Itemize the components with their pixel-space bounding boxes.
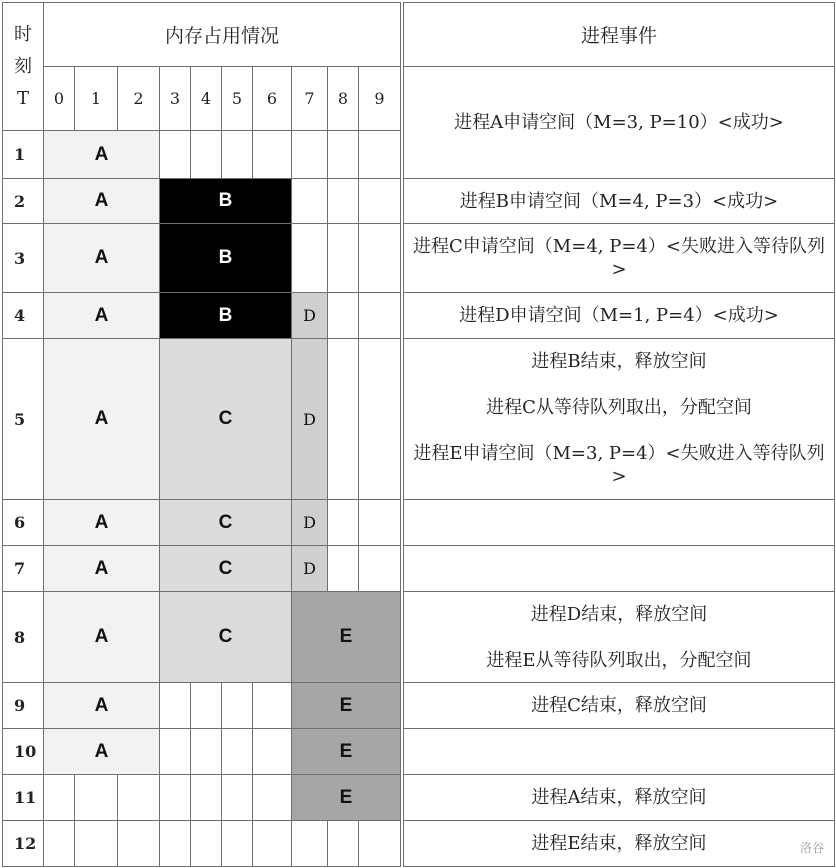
- free-unit-cell: [358, 820, 401, 867]
- time-cell-12: 12: [2, 820, 44, 867]
- free-unit-cell: [252, 728, 292, 775]
- event-text: 进程B申请空间（M=4, P=3）<成功>: [459, 190, 779, 212]
- time-cell-8: 8: [2, 591, 44, 683]
- time-header-char: T: [16, 87, 29, 109]
- free-unit-cell: [327, 820, 359, 867]
- free-unit-cell: [117, 774, 160, 821]
- event-text: 进程D结束，释放空间: [530, 603, 708, 625]
- free-unit-cell: [291, 178, 328, 224]
- free-unit-cell: [190, 820, 222, 867]
- free-unit-cell: [327, 292, 359, 339]
- time-cell-9: 9: [2, 682, 44, 729]
- memory-block-A: A: [43, 292, 160, 339]
- memory-block-A: A: [43, 682, 160, 729]
- unit-header-7: 7: [291, 66, 328, 131]
- event-text: 进程A申请空间（M=3, P=10）<成功>: [454, 112, 784, 133]
- time-cell-1: 1: [2, 130, 44, 179]
- event-cell-t1: [403, 66, 835, 179]
- event-text: 进程B结束，释放空间: [531, 351, 707, 372]
- memory-block-A: A: [43, 178, 160, 224]
- free-unit-cell: [327, 223, 359, 293]
- memory-block-D: D: [291, 499, 328, 546]
- event-text: 进程E从等待队列取出，分配空间: [486, 649, 752, 671]
- free-unit-cell: [190, 682, 222, 729]
- memory-block-C: C: [159, 499, 292, 546]
- event-cell-t12: [403, 820, 835, 867]
- time-header-char: 刻: [14, 55, 32, 77]
- memory-block-A: A: [43, 338, 160, 500]
- free-unit-cell: [327, 130, 359, 179]
- free-unit-cell: [190, 774, 222, 821]
- memory-block-E: E: [291, 728, 401, 775]
- time-cell-5: 5: [2, 338, 44, 500]
- event-cell-t4: [403, 292, 835, 339]
- time-cell-10: 10: [2, 728, 44, 775]
- free-unit-cell: [358, 338, 401, 500]
- event-cell-t2: [403, 178, 835, 224]
- watermark: 洛谷: [799, 841, 824, 855]
- time-cell-2: 2: [2, 178, 44, 224]
- event-cell-t11: [403, 774, 835, 821]
- free-unit-cell: [291, 130, 328, 179]
- unit-header-3: 3: [159, 66, 191, 131]
- unit-header-9: 9: [358, 66, 401, 131]
- unit-header-0: 0: [43, 66, 75, 131]
- free-unit-cell: [358, 545, 401, 592]
- time-cell-4: 4: [2, 292, 44, 339]
- memory-block-E: E: [291, 591, 401, 683]
- memory-block-D: D: [291, 545, 328, 592]
- memory-block-A: A: [43, 130, 160, 179]
- memory-block-A: A: [43, 499, 160, 546]
- memory-block-A: A: [43, 545, 160, 592]
- free-unit-cell: [74, 820, 118, 867]
- free-unit-cell: [327, 178, 359, 224]
- time-cell-3: 3: [2, 223, 44, 293]
- free-unit-cell: [159, 820, 191, 867]
- event-cell-t10: [403, 728, 835, 775]
- free-unit-cell: [358, 499, 401, 546]
- free-unit-cell: [159, 728, 191, 775]
- free-unit-cell: [358, 130, 401, 179]
- free-unit-cell: [327, 545, 359, 592]
- memory-block-C: C: [159, 591, 292, 683]
- free-unit-cell: [159, 682, 191, 729]
- event-cell-t6: [403, 499, 835, 546]
- free-unit-cell: [327, 499, 359, 546]
- memory-block-B: B: [159, 178, 292, 224]
- event-cell-t3: [403, 223, 835, 293]
- event-text: 进程C从等待队列取出，分配空间: [486, 397, 752, 418]
- free-unit-cell: [252, 774, 292, 821]
- event-text: 进程C申请空间（M=4, P=4）<失败进入等待队列>: [413, 236, 825, 280]
- memory-block-C: C: [159, 338, 292, 500]
- process-events-header: 进程事件: [403, 2, 835, 67]
- event-cell-t8: [403, 591, 835, 683]
- event-cell-t9: [403, 682, 835, 729]
- memory-block-D: D: [291, 292, 328, 339]
- free-unit-cell: [190, 728, 222, 775]
- free-unit-cell: [358, 292, 401, 339]
- memory-block-E: E: [291, 774, 401, 821]
- free-unit-cell: [221, 774, 253, 821]
- free-unit-cell: [221, 728, 253, 775]
- event-text: 进程E申请空间（M=3, P=4）<失败进入等待队列>: [413, 443, 825, 487]
- memory-block-C: C: [159, 545, 292, 592]
- event-text: 进程D申请空间（M=1, P=4）<成功>: [459, 305, 779, 326]
- event-text: 进程E结束，释放空间: [531, 833, 707, 854]
- free-unit-cell: [159, 774, 191, 821]
- unit-header-6: 6: [252, 66, 292, 131]
- memory-block-E: E: [291, 682, 401, 729]
- free-unit-cell: [221, 682, 253, 729]
- memory-block-D: D: [291, 338, 328, 500]
- time-cell-6: 6: [2, 499, 44, 546]
- unit-header-4: 4: [190, 66, 222, 131]
- memory-block-A: A: [43, 591, 160, 683]
- event-text: 进程C结束，释放空间: [531, 695, 707, 716]
- free-unit-cell: [327, 338, 359, 500]
- memory-usage-header: 内存占用情况: [43, 2, 401, 67]
- free-unit-cell: [358, 223, 401, 293]
- unit-header-1: 1: [74, 66, 118, 131]
- free-unit-cell: [43, 774, 75, 821]
- free-unit-cell: [190, 130, 222, 179]
- event-cell-t7: [403, 545, 835, 592]
- free-unit-cell: [252, 682, 292, 729]
- memory-block-A: A: [43, 223, 160, 293]
- free-unit-cell: [74, 774, 118, 821]
- memory-block-B: B: [159, 223, 292, 293]
- memory-block-A: A: [43, 728, 160, 775]
- free-unit-cell: [252, 130, 292, 179]
- unit-header-5: 5: [221, 66, 253, 131]
- unit-header-8: 8: [327, 66, 359, 131]
- free-unit-cell: [43, 820, 75, 867]
- time-header: [2, 2, 44, 131]
- free-unit-cell: [221, 130, 253, 179]
- free-unit-cell: [221, 820, 253, 867]
- event-text: 进程A结束，释放空间: [531, 787, 707, 808]
- free-unit-cell: [117, 820, 160, 867]
- memory-block-B: B: [159, 292, 292, 339]
- free-unit-cell: [252, 820, 292, 867]
- free-unit-cell: [159, 130, 191, 179]
- time-cell-7: 7: [2, 545, 44, 592]
- free-unit-cell: [358, 178, 401, 224]
- free-unit-cell: [291, 820, 328, 867]
- time-header-char: 时: [14, 23, 32, 45]
- unit-header-2: 2: [117, 66, 160, 131]
- free-unit-cell: [291, 223, 328, 293]
- event-cell-t5: [403, 338, 835, 500]
- time-cell-11: 11: [2, 774, 44, 821]
